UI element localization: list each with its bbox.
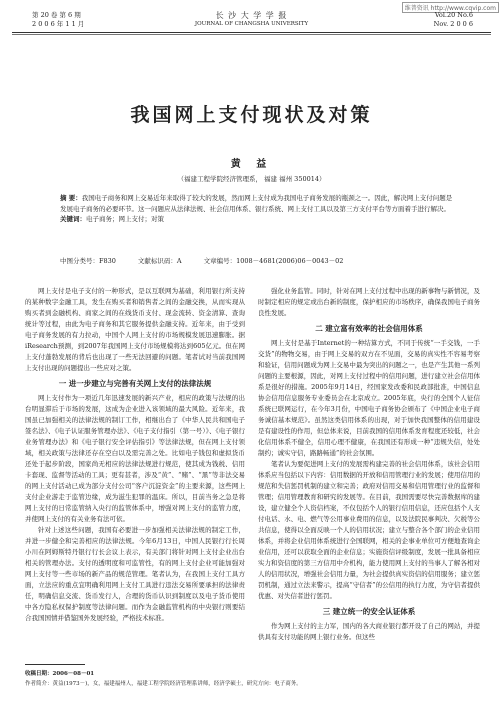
abstract: [60, 193, 458, 225]
paragraph: 强化业务监管。同时，针对在网上支付过程中出现的新事物与新情况，及时制定相应的规定或出台新的制度，保护相应的市场秩序，确保我国电子商务良性发展。: [258, 287, 480, 317]
volume-number: Vol.20 No.6: [434, 11, 473, 19]
keywords-label: 关键词：: [60, 215, 86, 223]
footnote: [25, 669, 302, 689]
section-heading: 二 建立富有效率的社会信用体系: [315, 324, 423, 333]
section-heading: 三 建立统一的安全认证体系: [322, 607, 416, 616]
footnote-rule: [25, 664, 85, 665]
journal-name-en: JOURNAL OF CHANGSHA UNIVERSITY: [194, 21, 309, 27]
paragraph: 网上支付是基于Internet的一种结算方式，不同于传统“一手交钱，一手交货”的物物交易，由于网上交易的双方在不见面，交易的真实性不容易考察和验证，信用问题成为网上交易中最为突出的问题之一，也是产生其他一系列问题的主要根源，因此，对网上支付过程中的信用问题，进行建立社会信用体系是很好的措施。2005年9月14日，经国家发改委和民政部批准，中国信息协会信用信息服务专业委员会在北京成立。2005年底，央行的全国个人征信系统已联网运行，在今年3月份，中国电子商务协会颁布了《中国企业电子商务诚信基本规范》。虽然这类信用体系的出现，对于加快我国整体的信用建设是有建设性的作用，但总体来说，目前我国的信用体系发育程度还较低，社会化信用体系不健全，信用心理不健康，在我国还有形成一种“违规失信，处处制约；诚实守信，路路畅通”的社会氛围。: [258, 339, 480, 457]
abstract-text: 我国电子商务和网上交易近年来取得了较大的发展，然而网上支付成为我国电子商务发展的瓶颈之一。因此，解决网上支付问题是发展电子商务的必要环节。这一问题应从法律法规、社会信用体系、银行系统、网上支付工具以及第三方支付平台等方面着手进行解决。: [60, 194, 453, 213]
volume-info: [434, 11, 473, 29]
watermark: 维普资讯 http://www.cqvip.com: [402, 2, 499, 13]
received-date: 收稿日期：2006－08－01: [25, 671, 95, 677]
article-number: 文章编号：1008－4681(2006)06－0043－02: [203, 257, 344, 265]
body-column-left: [25, 286, 245, 624]
abstract-label: 摘 要：: [60, 194, 82, 202]
issue-date: 2 0 0 6 年 1 1 月: [32, 20, 85, 28]
section-heading: 一 进一步建立与完善有关网上支付的法律法规: [58, 379, 212, 388]
author-affiliation: （福建工程学院经济管理系， 福建 福州 350014）: [177, 175, 326, 183]
paragraph: 针对上述这些问题，我国有必要进一步加强相关法律法规的制定工作，并进一步健全和完善相应的法律法规。今年6月13日，中国人民银行行长周小川在阿姆斯特丹银行行长会议上表示，有关部门将针对网上支付企业出台相关的管理办法。支付的透明度和可监管性，有的网上支付企业可能加强对网上支付等一些市场的新产品的规范管理。笔者认为，在我国上支付工具方面，立法应的重点宜明确利用网上支付工具进行违法交易所要承担的法律责任，明确信息交流、货币发行人，合理的货币认识到制度以及电子货币使用中各方隐私权保护制度等法律问题。而作为金融监管机构的中央银行则要结合我国国情并借鉴国外发展经验，严格技术标准。: [25, 526, 245, 622]
volume-date: Nov. 2 0 0 6: [433, 20, 473, 28]
issue-volume: 第 20 卷 第 6 期: [32, 11, 81, 19]
paragraph: 网上支付是电子支付的一种形式，是以互联网为基础，利用银行所支持的某种数字金融工具，发生在购买者和销售者之间的金融交换，从而实现从购买者到金融机构、商家之间的在线货币支付、现金流转、资金清算、查询统计等过程，由此为电子商务和其它服务提供金融支持。近年来，由于受到电子商务发展的有力拉动，中国个人网上支付的市场规模发展迅速膨胀。据iResearch预测，到2007年我国网上支付市场规模将达到605亿元。但在网上支付蓬勃发展的背后也出现了一些无法回避的问题。笔者试对当前我国网上支付出现的问题提出一些应对之策。: [25, 287, 245, 372]
paragraph: 笔者认为要促进网上支付的发展需构建完善的社会信用体系，该社会信用体系应当包括以下内容：信用数据的开放和信用管理行业的发展；使用信用的规范和失信惩罚机制的建立和完善；政府对信用交易和信用管理行业的监督和管理；信用管理教育和研究的发展等。在目前，我国需要尽快完善数据库的建设，建立健全个人资信档案，不仅包括个人的银行信用信息，还应包括个人支付电话、水、电、燃气等公用事业费用的信息，以及法院民事判决、欠税等公共信息，使得以全面反映一个人的信用状况；建立与整合各个部门的企业信用体系，并将企业信用体系统进行全国联网，相关的企事业单位可方便地查询企业信用，还可以获取全面的企业信息；实施资信评级制度，发展一批具备相应实力和资信度的第三方信用中介机构，能力使用网上支付的当事人了解各相对人的信用状况，增强社会信用力量，为社会提供真实资信的信用服务；建立惩罚机制，通过立法来警示，提高“守信者”的公信用的执行力度，为守信者提供优惠、对失信者进行惩罚。: [258, 460, 480, 600]
body-column-right: [258, 286, 480, 643]
classification-info: [60, 256, 343, 265]
keywords-text: 电子商务；网上支付；对策: [86, 215, 164, 223]
header-rule-thin: [12, 34, 491, 35]
header-rule: [12, 32, 491, 33]
paragraph: 网上支付作为一项近几年迅速发展的新兴产业，相应的政策与法规的出台明显滞后于市场的发展，这成为企业进入该领域的最大风险。近年来，我国虽已加强相关的法律法规的制订工作，相继出台了《中华人民共和国电子签名法》、《电子认证服务管理办法》、《电子支付指引（第一号）》、《电子银行业务管理办法》和《电子银行安全评估指引》等法律法规，但在网上支付领域，相关政策与法律还存在空白以及需完善之处。比如电子钱包和虚拟货币还处于起步阶段，国家尚无相应的法律法规进行规范，使其成为钱税、信用卡套现、监督等活动的工具；更有甚者，涉及“黄”、“赌”、“黑”等非法交易的网上支付活动已成为部分支付公司“客户沉淀资金”的主要来源，这些网上支付企业游走于监管边缘，成为滋生犯罪的温床。所以，目前当务之急是将网上支付的日常监管纳入央行的监管体系中，增强对网上支付的监管力度，并使网上支付的有关业务有法可依。: [25, 394, 245, 523]
journal-name-cn: 长 沙 大 学 学 报: [215, 11, 288, 20]
journal-name: [0, 11, 503, 29]
paragraph: 作为网上支付的主力军，国内的各大商业银行都开设了自己的网站，并提供具有支付功能的网上银行业务。但这些: [258, 622, 480, 641]
author-name: 黄 益: [230, 159, 273, 170]
clc-number: 中图分类号：F830: [60, 257, 116, 265]
document-code: 文献标识码：A: [137, 257, 182, 265]
author-bio: 作者简介：黄益(1973－)，女，福建福州人，福建工程学院经济管理系讲师，经济学硕士，研究方向：电子商务。: [25, 681, 302, 687]
paper-title: 我国网上支付现状及对策: [130, 104, 373, 126]
